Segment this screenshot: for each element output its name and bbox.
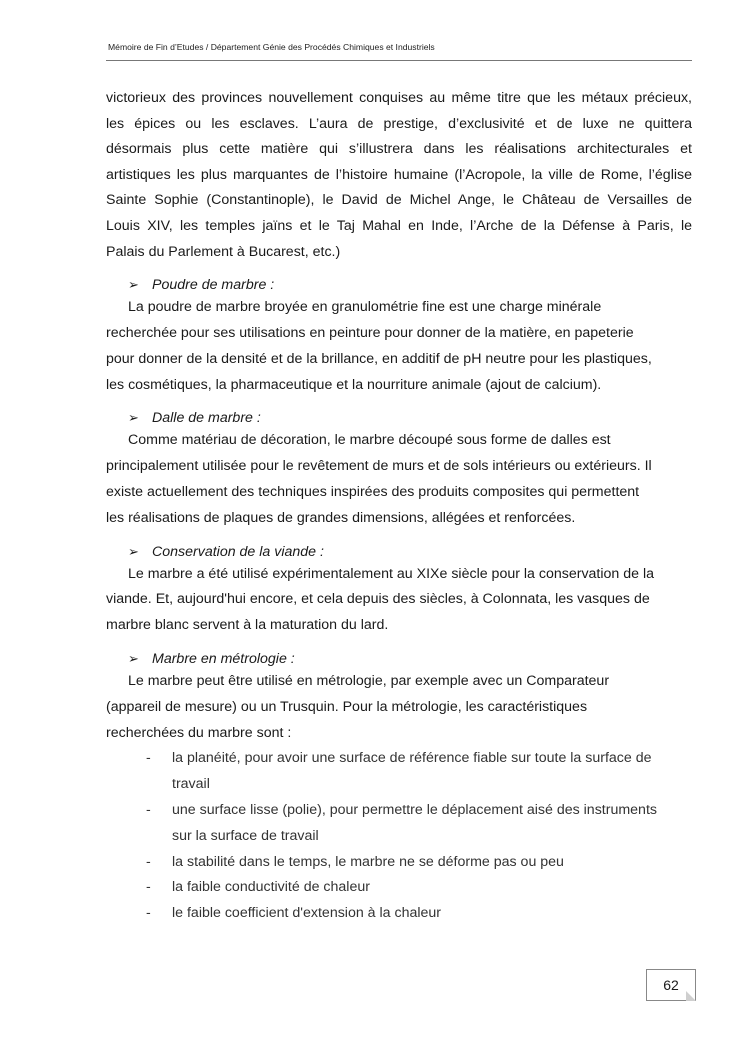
text-line: désormais plus cette matière qui s’illustrera dans les réalisations architecturales et (106, 141, 692, 158)
arrow-bullet-icon: ➢ (128, 543, 139, 559)
text-line: les cosmétiques, la pharmaceutique et la nourriture animale (ajout de calcium). (106, 376, 602, 393)
text-line: recherchées du marbre sont : (106, 724, 292, 741)
list-item-line: la faible conductivité de chaleur (172, 879, 370, 896)
section-heading-dalle (106, 408, 692, 428)
list-item (106, 901, 692, 927)
list-item-line: une surface lisse (polie), pour permettre le déplacement aisé des instruments (172, 801, 657, 818)
page-number: 62 (663, 977, 679, 993)
section-paragraph (106, 428, 692, 531)
text-line: marbre blanc servent à la maturation du lard. (106, 617, 389, 634)
section-heading-metrologie (106, 649, 692, 669)
text-line: viande. Et, aujourd'hui encore, et cela depuis des siècles, à Colonnata, les vasques de (106, 591, 650, 608)
text-line: existe actuellement des techniques inspirées des produits composites qui permettent (106, 483, 640, 500)
text-line: pour donner de la densité et de la brillance, en additif de pH neutre pour les plastiques, (106, 350, 652, 367)
dash-marker: - (146, 750, 151, 767)
text-line: artistiques les plus marquantes de l’histoire humaine (l’Acropole, la ville de Rome, l’église (106, 166, 692, 183)
text-line: victorieux des provinces nouvellement conquises au même titre que les métaux précieux, (106, 90, 692, 106)
list-item-line: sur la surface de travail (172, 827, 319, 844)
page-header: Mémoire de Fin d’Etudes / Département Génie des Procédés Chimiques et Industriels (108, 42, 435, 52)
text-line: La poudre de marbre broyée en granulométrie fine est une charge minérale (128, 299, 602, 316)
page-number-box (646, 969, 696, 1001)
section-paragraph (106, 669, 692, 746)
text-line-row (106, 562, 692, 588)
page-body (106, 86, 692, 927)
text-line: Le marbre a été utilisé expérimentalement au XIXe siècle pour la conservation de la (128, 565, 655, 582)
section-paragraph (106, 562, 692, 639)
text-line-row (106, 295, 692, 321)
text-line: les épices ou les esclaves. L’aura de prestige, d’exclusivité et de luxe ne quittera (106, 115, 692, 132)
header-divider (106, 60, 692, 61)
page-curl-icon (686, 991, 696, 1001)
list-item-line: le faible coefficient d'extension à la chaleur (172, 905, 442, 922)
dash-marker: - (146, 879, 151, 896)
section-heading-conservation (106, 542, 692, 562)
section-title: Poudre de marbre : (152, 277, 275, 294)
dash-marker: - (146, 853, 151, 870)
list-item (106, 746, 692, 798)
text-line: Palais du Parlement à Bucarest, etc.) (106, 243, 341, 260)
text-line-row (106, 669, 692, 695)
list-item (106, 798, 692, 850)
text-line: (appareil de mesure) ou un Trusquin. Pour la métrologie, les caractéristiques (106, 698, 588, 715)
list-item-line: travail (172, 776, 210, 793)
list-item (106, 850, 692, 876)
list-item (106, 875, 692, 901)
text-line: Louis XIV, les temples jaïns et le Taj Mahal en Inde, l’Arche de la Défense à Paris, le (106, 217, 692, 234)
arrow-bullet-icon: ➢ (128, 650, 139, 666)
section-title: Marbre en métrologie : (152, 650, 295, 667)
text-line-row (106, 428, 692, 454)
dash-marker: - (146, 801, 151, 818)
section-heading-poudre (106, 275, 692, 295)
list-item-line: la stabilité dans le temps, le marbre ne se déforme pas ou peu (172, 853, 564, 870)
text-line: les réalisations de plaques de grandes dimensions, allégées et renforcées. (106, 509, 576, 526)
section-paragraph (106, 295, 692, 398)
text-line: recherchée pour ses utilisations en peinture pour donner de la matière, en papeterie (106, 324, 634, 341)
text-line: Comme matériau de décoration, le marbre découpé sous forme de dalles est (128, 432, 611, 449)
section-title: Conservation de la viande : (152, 543, 324, 560)
dash-list (106, 746, 692, 927)
text-line: Le marbre peut être utilisé en métrologie, par exemple avec un Comparateur (128, 672, 610, 689)
arrow-bullet-icon: ➢ (128, 410, 139, 426)
dash-marker: - (146, 905, 151, 922)
text-line: principalement utilisée pour le revêtement de murs et de sols intérieurs ou extérieurs. Il (106, 458, 652, 475)
intro-paragraph (106, 86, 692, 265)
arrow-bullet-icon: ➢ (128, 277, 139, 293)
list-item-line: la planéité, pour avoir une surface de référence fiable sur toute la surface de (172, 750, 652, 767)
section-title: Dalle de marbre : (152, 410, 261, 427)
text-line: Sainte Sophie (Constantinople), le David de Michel Ange, le Château de Versailles de (106, 192, 692, 209)
